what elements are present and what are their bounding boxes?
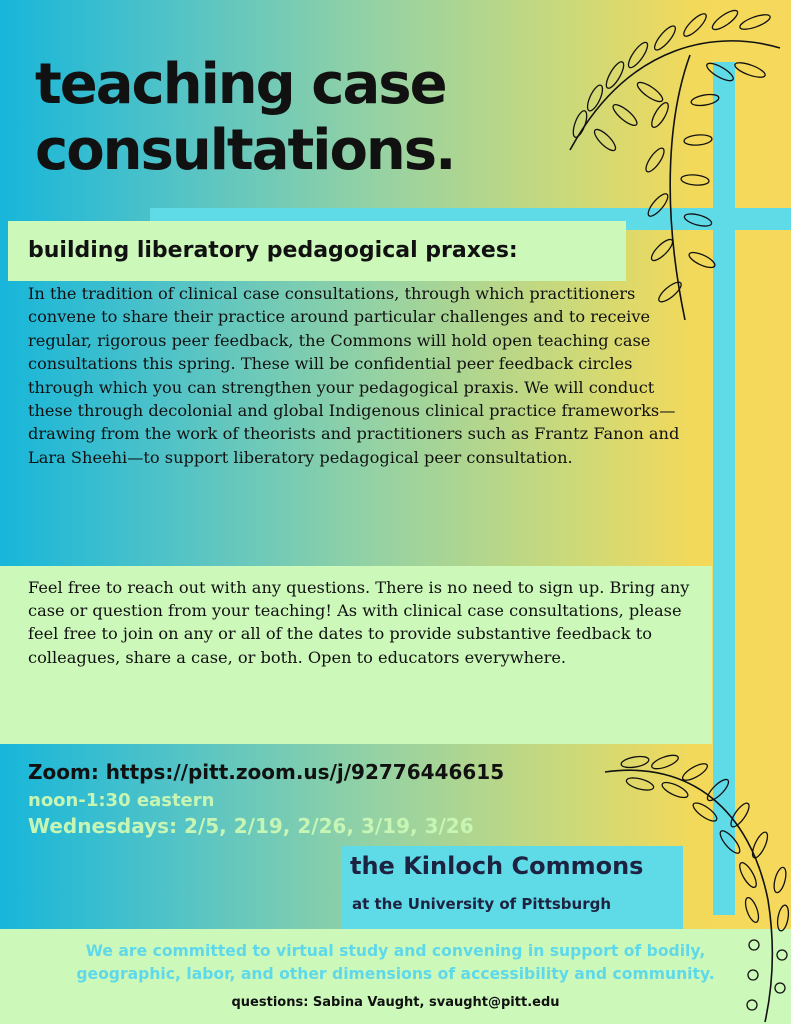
meeting-dates: Wednesdays: 2/5, 2/19, 2/26, 3/19, 3/26	[28, 814, 474, 838]
invitation-paragraph: Feel free to reach out with any questions. There is no need to sign up. Bring any case or question from your teaching! As with clinical case consultations, please feel free to join on any or all of the dates to provide substantive feedback to colleagues, share a case, or both. Open to educators everywhere.	[28, 578, 690, 667]
description-paragraph: In the tradition of clinical case consultations, through which practitioners convene to share their practice around particular challenges and to receive regular, rigorous peer feedback, the Commons will hold open teaching case consultations this spring. These will be confidential peer feedback circles through which you can strengthen your pedagogical praxis. We will conduct these through decolonial and global Indigenous clinical practice frameworks—drawing from the work of theorists and practitioners such as Frantz Fanon and Lara Sheehi—to support liberatory pedagogical peer consultation.	[28, 284, 680, 467]
organization-affiliation: at the University of Pittsburgh	[352, 895, 612, 913]
title-line-2: consultations.	[35, 118, 455, 183]
organization-name: the Kinloch Commons	[350, 852, 644, 880]
commitment-statement	[0, 940, 791, 986]
contact-info[interactable]: questions: Sabina Vaught, svaught@pitt.edu	[231, 995, 560, 1010]
page-title	[35, 52, 454, 184]
title-line-1: teaching case	[35, 52, 446, 117]
zoom-link[interactable]: Zoom: https://pitt.zoom.us/j/92776446615	[28, 760, 505, 784]
meeting-time: noon-1:30 eastern	[28, 790, 215, 811]
commitment-line-2: geographic, labor, and other dimensions of accessibility and community.	[76, 965, 715, 983]
subheading: building liberatory pedagogical praxes:	[28, 238, 518, 263]
commitment-line-1: We are committed to virtual study and convening in support of bodily,	[85, 942, 706, 960]
